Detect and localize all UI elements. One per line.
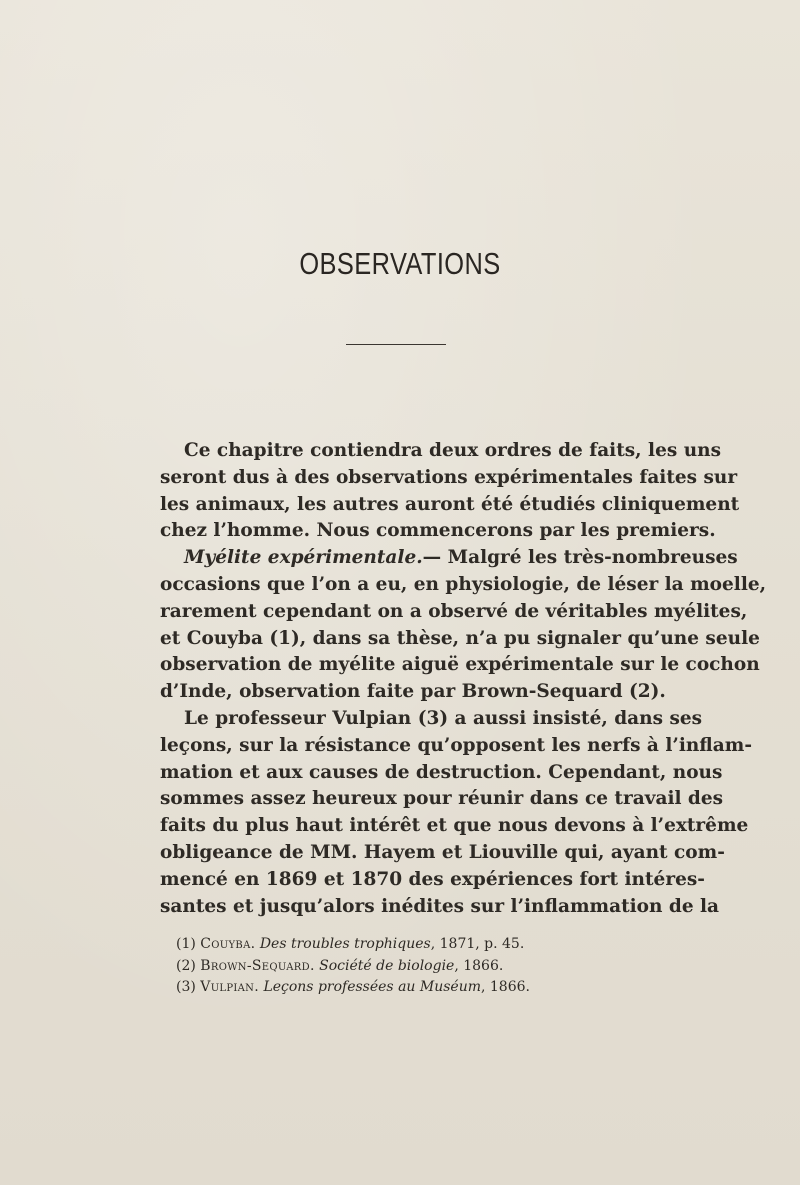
footnote-rest: , 1871, p. 45.: [430, 936, 525, 952]
footnote-number: (1): [176, 936, 196, 952]
text-line: les animaux, les autres auront été étudiés cliniquement: [160, 493, 740, 515]
section-heading-italic: Myélite expérimentale.: [184, 547, 423, 569]
footnote-author: Brown-Sequard.: [200, 957, 315, 974]
page-title: OBSERVATIONS: [299, 246, 501, 281]
text-line: rarement cependant on a observé de véritables myélites,: [160, 600, 748, 622]
text-line: et Couyba (1), dans sa thèse, n’a pu signaler qu’une seule: [160, 627, 760, 649]
text-fragment: — Malgré les très-nombreuses: [422, 547, 738, 569]
footnote: [176, 977, 616, 999]
footnote-rest: , 1866.: [454, 957, 504, 974]
text-line: observation de myélite aiguë expérimentale sur le cochon: [160, 654, 760, 676]
text-line: mencé en 1869 et 1870 des expériences fort intéres-: [160, 868, 705, 890]
text-line: leçons, sur la résistance qu’opposent les nerfs à l’inflam-: [160, 734, 752, 756]
footnote-number: (2): [176, 957, 196, 974]
text-line: Ce chapitre contiendra deux ordres de faits, les uns: [184, 440, 722, 461]
text-line: Le professeur Vulpian (3) a aussi insisté, dans ses: [184, 707, 703, 729]
footnote-work: Des troubles trophiques: [259, 936, 431, 952]
footnote-number: (3): [176, 979, 196, 995]
text-line: occasions que l’on a eu, en physiologie, de léser la moelle,: [160, 573, 767, 595]
footnote: [176, 956, 616, 978]
footnote-work: Société de biologie: [319, 957, 455, 974]
text-line: mation et aux causes de destruction. Cependant, nous: [160, 761, 723, 783]
text-line: sommes assez heureux pour réunir dans ce travail des: [160, 788, 724, 810]
text-line: obligeance de MM. Hayem et Liouville qui, ayant com-: [160, 841, 725, 863]
text-line: faits du plus haut intérêt et que nous devons à l’extrême: [160, 815, 749, 837]
text-line: santes et jusqu’alors inédites sur l’inflammation de la: [160, 895, 720, 917]
footnote-author: Couyba.: [200, 936, 256, 952]
footnote: [176, 934, 616, 956]
footnote-rest: , 1866.: [481, 979, 530, 995]
body-text: [160, 438, 767, 920]
footnote-author: Vulpian.: [200, 979, 259, 995]
text-line: seront dus à des observations expérimentales faites sur: [160, 466, 738, 488]
title-divider: [346, 344, 446, 345]
text-line: d’Inde, observation faite par Brown-Sequard (2).: [160, 681, 666, 703]
text-line: [160, 545, 738, 572]
footnotes: [176, 934, 616, 999]
text-line: chez l’homme. Nous commencerons par les premiers.: [160, 520, 716, 542]
footnote-work: Leçons professées au Muséum: [263, 979, 481, 995]
